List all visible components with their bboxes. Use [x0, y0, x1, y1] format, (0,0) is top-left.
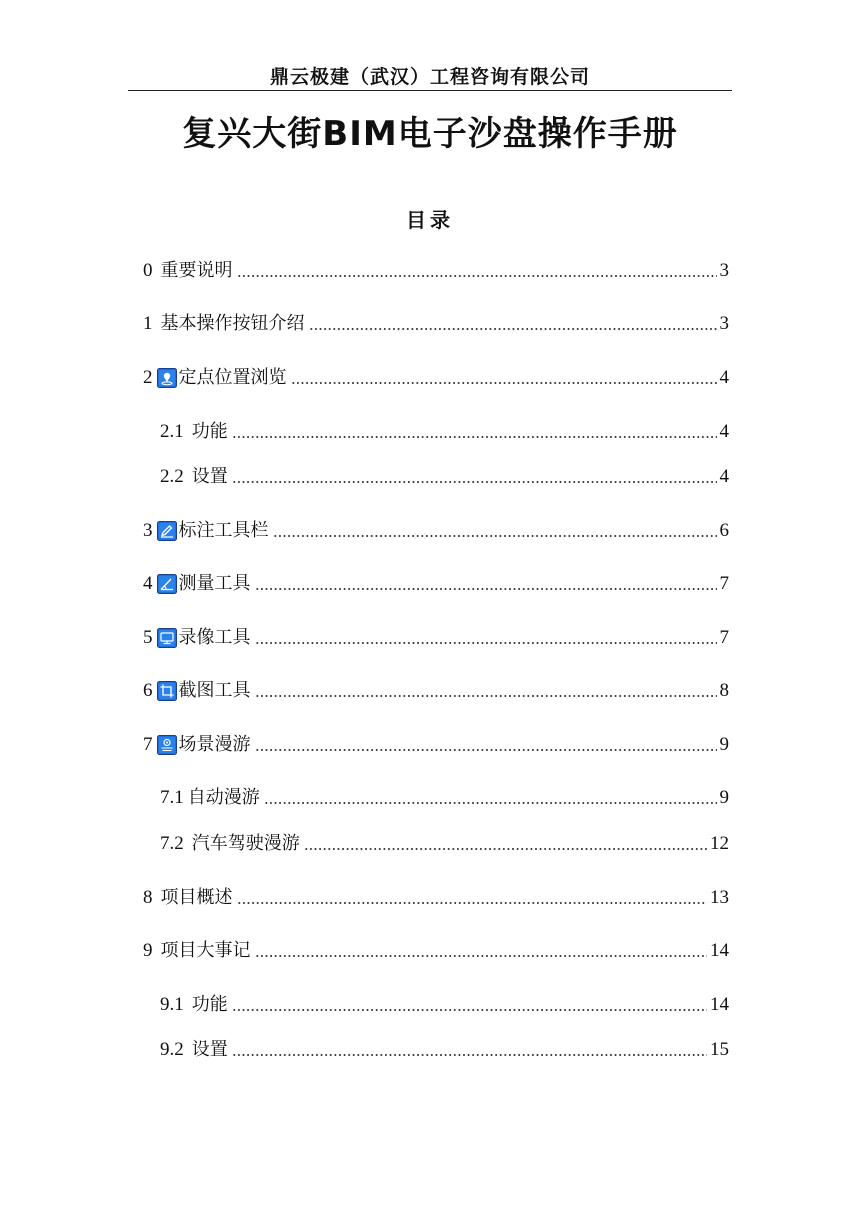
toc-entry-8[interactable]: [143, 884, 729, 912]
toc-entry-number: 7.2: [160, 833, 184, 854]
toc-entry-number: 7: [143, 734, 153, 755]
toc-entry-page: 12: [710, 833, 729, 854]
toc-dot-leader: [237, 901, 708, 905]
toc-entry-7[interactable]: [143, 731, 729, 759]
toc-entry-3[interactable]: [143, 517, 729, 545]
toc-entry-7-1[interactable]: [160, 784, 729, 812]
toc-entry-title: 设置: [191, 466, 228, 487]
toc-dot-leader: [291, 381, 717, 385]
toc-entry-number: 2: [143, 367, 153, 388]
toc-entry-number: 6: [143, 680, 153, 701]
video-record-icon: [157, 628, 177, 648]
toc-entry-page: 4: [719, 466, 729, 487]
toc-heading: 目录: [406, 208, 454, 232]
toc-entry-number: 9: [143, 940, 153, 961]
toc-entry-page: 15: [710, 1039, 729, 1060]
ruler-angle-icon: [157, 574, 177, 594]
toc-entry-page: 4: [719, 367, 729, 388]
header-company-name: 鼎云极建（武汉）工程咨询有限公司: [269, 66, 590, 88]
toc-entry-title: 场景漫游: [178, 734, 251, 755]
toc-entry-page: 7: [719, 573, 729, 594]
toc-entry-number: 2.2: [160, 466, 184, 487]
toc-entry-2-1[interactable]: [160, 418, 729, 446]
toc-entry-title: 项目概述: [160, 887, 233, 908]
toc-entry-page: 9: [719, 787, 729, 808]
toc-dot-leader: [232, 1008, 707, 1012]
toc-entry-title: 截图工具: [178, 680, 251, 701]
toc-entry-title: 汽车驾驶漫游: [191, 833, 300, 854]
toc-dot-leader: [309, 327, 717, 331]
toc-entry-title: 基本操作按钮介绍: [160, 313, 305, 334]
toc-entry-title: 标注工具栏: [178, 520, 269, 541]
toc-entry-title: 项目大事记: [160, 940, 251, 961]
toc-dot-leader: [232, 435, 717, 439]
toc-entry-number: 2.1: [160, 421, 184, 442]
toc-entry-title: 测量工具: [178, 573, 251, 594]
toc-dot-leader: [237, 274, 717, 278]
location-pin-icon: [157, 368, 177, 388]
pencil-icon: [157, 521, 177, 541]
toc-entry-1[interactable]: [143, 310, 729, 338]
toc-entry-number: 9.1: [160, 994, 184, 1015]
toc-entry-title: 功能: [191, 421, 228, 442]
toc-entry-9[interactable]: [143, 937, 729, 965]
toc-entry-page: 9: [719, 734, 729, 755]
toc-entry-page: 4: [719, 421, 729, 442]
toc-dot-leader: [255, 694, 717, 698]
toc-dot-leader: [304, 847, 707, 851]
toc-entry-9-1[interactable]: [160, 991, 729, 1019]
toc-entry-number: 4: [143, 573, 153, 594]
toc-entry-title: 重要说明: [160, 260, 233, 281]
toc-entry-number: 3: [143, 520, 153, 541]
toc-entry-5[interactable]: [143, 624, 729, 652]
scene-roam-icon: [157, 735, 177, 755]
toc-dot-leader: [255, 641, 717, 645]
toc-entry-number: 5: [143, 627, 153, 648]
toc-entry-number: 7.1: [160, 787, 184, 808]
toc-entry-7-2[interactable]: [160, 830, 729, 858]
toc-entry-title: 功能: [191, 994, 228, 1015]
toc-dot-leader: [255, 748, 717, 752]
toc-entry-page: 7: [719, 627, 729, 648]
toc-dot-leader: [264, 801, 717, 805]
toc-entry-number: 9.2: [160, 1039, 184, 1060]
toc-dot-leader: [273, 534, 717, 538]
toc-entry-page: 3: [719, 260, 729, 281]
toc-entry-title: 录像工具: [178, 627, 251, 648]
toc-entry-title: 定点位置浏览: [178, 367, 287, 388]
toc-dot-leader: [232, 1053, 707, 1057]
toc-entry-0[interactable]: [143, 257, 729, 285]
toc-entry-4[interactable]: [143, 570, 729, 598]
toc-entry-page: 3: [719, 313, 729, 334]
toc-dot-leader: [255, 954, 708, 958]
crop-icon: [157, 681, 177, 701]
toc-entry-number: 8: [143, 887, 153, 908]
toc-dot-leader: [255, 587, 717, 591]
toc-entry-number: 0: [143, 260, 153, 281]
toc-entry-9-2[interactable]: [160, 1036, 729, 1064]
toc-entry-title: 设置: [191, 1039, 228, 1060]
toc-entry-2[interactable]: [143, 364, 729, 392]
toc-entry-page: 14: [710, 994, 729, 1015]
toc-dot-leader: [232, 480, 717, 484]
toc-entry-page: 8: [719, 680, 729, 701]
toc-entry-2-2[interactable]: [160, 463, 729, 491]
toc-entry-page: 6: [719, 520, 729, 541]
toc-entry-page: 14: [710, 940, 729, 961]
toc-entry-page: 13: [710, 887, 729, 908]
toc-entry-6[interactable]: [143, 677, 729, 705]
toc-entry-number: 1: [143, 313, 153, 334]
toc-entry-title: 自动漫游: [187, 787, 260, 808]
document-title: 复兴大街BIM电子沙盘操作手册: [182, 114, 678, 154]
